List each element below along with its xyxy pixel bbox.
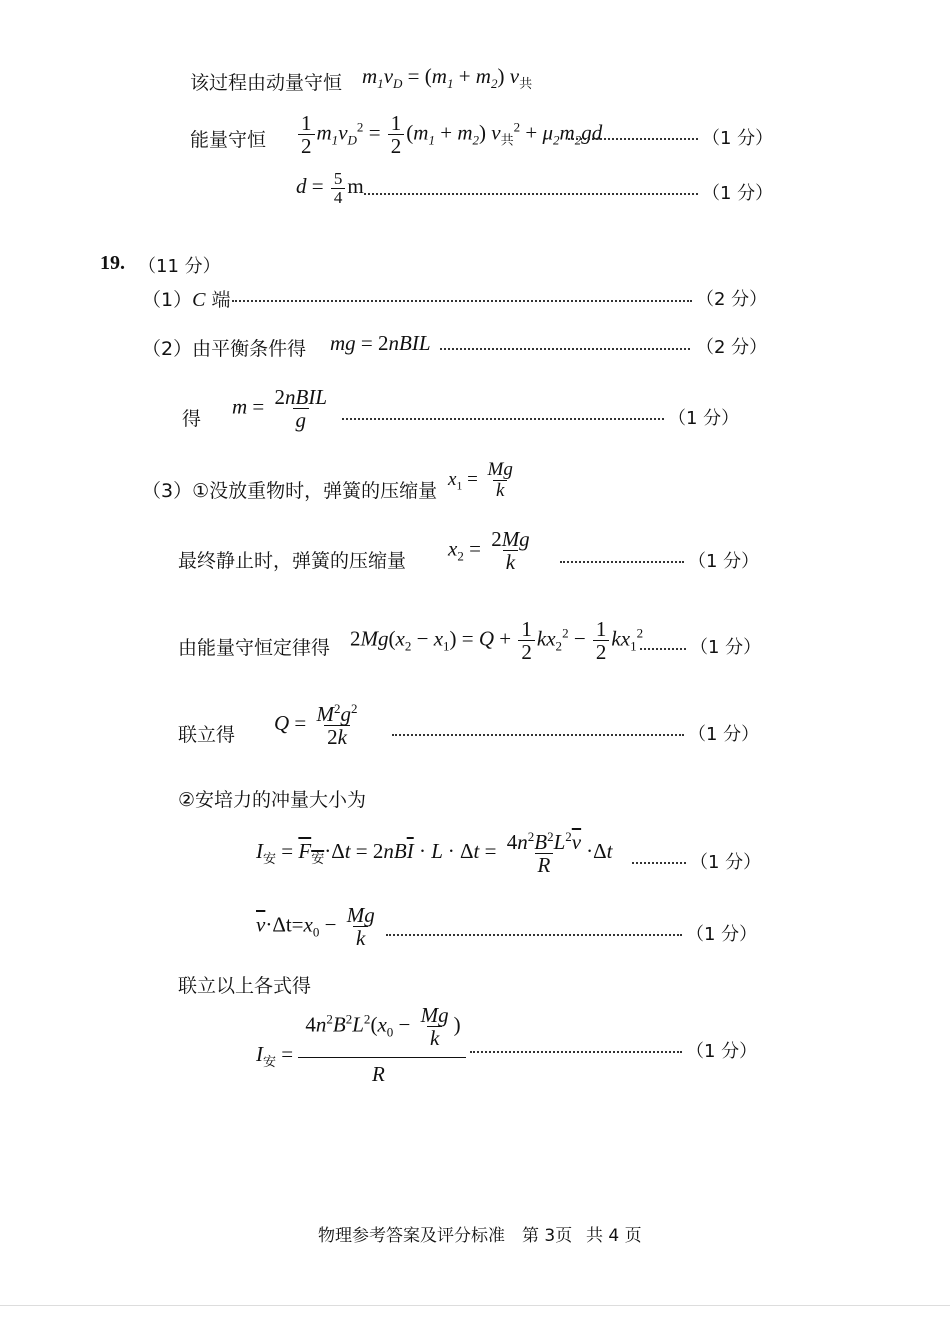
dot-leader — [470, 1051, 682, 1053]
dot-leader — [342, 418, 664, 420]
part3-2-label: ②安培力的冲量大小为 — [178, 789, 367, 811]
part2b-label: 得 — [182, 408, 202, 430]
footer-title: 物理参考答案及评分标准 — [318, 1226, 505, 1246]
fraction-bar — [298, 1057, 466, 1058]
d-result: d = $\frac{5}{4}$ m — [296, 169, 364, 207]
impulse-result-numerator: $4n^2B^2L^2(x_0$ − $\frac{Mg}{k}$ ) — [305, 1003, 461, 1051]
dot-leader — [568, 138, 698, 140]
final-compression-label: 最终静止时，弹簧的压缩量 — [178, 550, 407, 572]
page-bottom-edge — [0, 1305, 950, 1306]
points: （2 分） — [696, 289, 768, 310]
dot-leader — [560, 561, 684, 563]
part2-label: （2）由平衡条件得 — [142, 338, 307, 360]
part3-label: （3）①没放重物时，弹簧的压缩量 — [142, 480, 438, 502]
impulse-equation: $I_安 = F_安\cdot\Delta t = 2nB\overline{I} \cdot L \cdot \Delta t$ = $\frac{4n^2B^2L^2\overline{v}}{R}$ ·Δt — [256, 829, 613, 878]
momentum-equation: $m_1v_D = (m_1 + m_2)$ $v_共$ — [362, 64, 533, 93]
energy-equation: $\frac{1}{2}$ $m_1v_D^2$ = $\frac{1}{2}$ $(m_1 + m_2) v_共^2 + \mu_2m_2gd$ — [296, 112, 602, 157]
footer-total: 共 4 页 — [586, 1226, 642, 1246]
dot-leader — [392, 734, 684, 736]
balance-equation: mg = 2nBIL — [330, 331, 431, 355]
question-score: （11 分） — [138, 256, 221, 277]
energy-label: 能量守恒 — [190, 129, 267, 151]
dot-leader — [440, 348, 690, 350]
dot-leader — [386, 934, 682, 936]
footer-page: 第 3页 — [522, 1226, 573, 1246]
points: （1 分） — [686, 1041, 758, 1062]
points: （2 分） — [696, 337, 768, 358]
dot-leader — [632, 862, 686, 864]
dot-leader — [232, 300, 692, 302]
momentum-label: 该过程由动量守恒 — [190, 72, 343, 94]
combine-label: 联立得 — [178, 724, 236, 746]
energy-law-label: 由能量守恒定律得 — [178, 637, 331, 659]
energy-law-equation: $2Mg(x_2 - x_1) = Q$ + $\frac{1}{2}$ $kx_2^2$ − $\frac{1}{2}$ $kx_1^2$ — [350, 617, 644, 665]
velocity-displacement-equation: $\overline{v}\cdot\Delta t=x_0$ − $\frac{Mg}{k}$ — [256, 903, 375, 951]
points: （1 分） — [668, 408, 740, 429]
points: （1 分） — [686, 924, 758, 945]
part1-label: （1）C 端 — [142, 289, 231, 311]
question-number: 19. — [100, 252, 125, 274]
impulse-result-lhs: $I_安$ = — [256, 1042, 294, 1071]
points: （1 分） — [688, 551, 760, 572]
points: （1 分） — [690, 637, 762, 658]
combine-all-label: 联立以上各式得 — [178, 975, 312, 997]
points: （1 分） — [702, 183, 774, 204]
points: （1 分） — [690, 852, 762, 873]
impulse-result-denominator: R — [372, 1062, 385, 1086]
x1-equation: $x_1$ = $\frac{Mg}{k}$ — [448, 459, 513, 501]
dot-leader — [640, 648, 686, 650]
dot-leader — [364, 193, 698, 195]
x2-equation: $x_2$ = $\frac{2Mg}{k}$ — [448, 527, 530, 575]
points: （1 分） — [702, 128, 774, 149]
points: （1 分） — [688, 724, 760, 745]
q-result: Q = $\frac{M^2g^2}{2k}$ — [274, 701, 358, 750]
mass-equation: m = $\frac{\text{2nBIL}}{g}$ — [232, 385, 328, 433]
